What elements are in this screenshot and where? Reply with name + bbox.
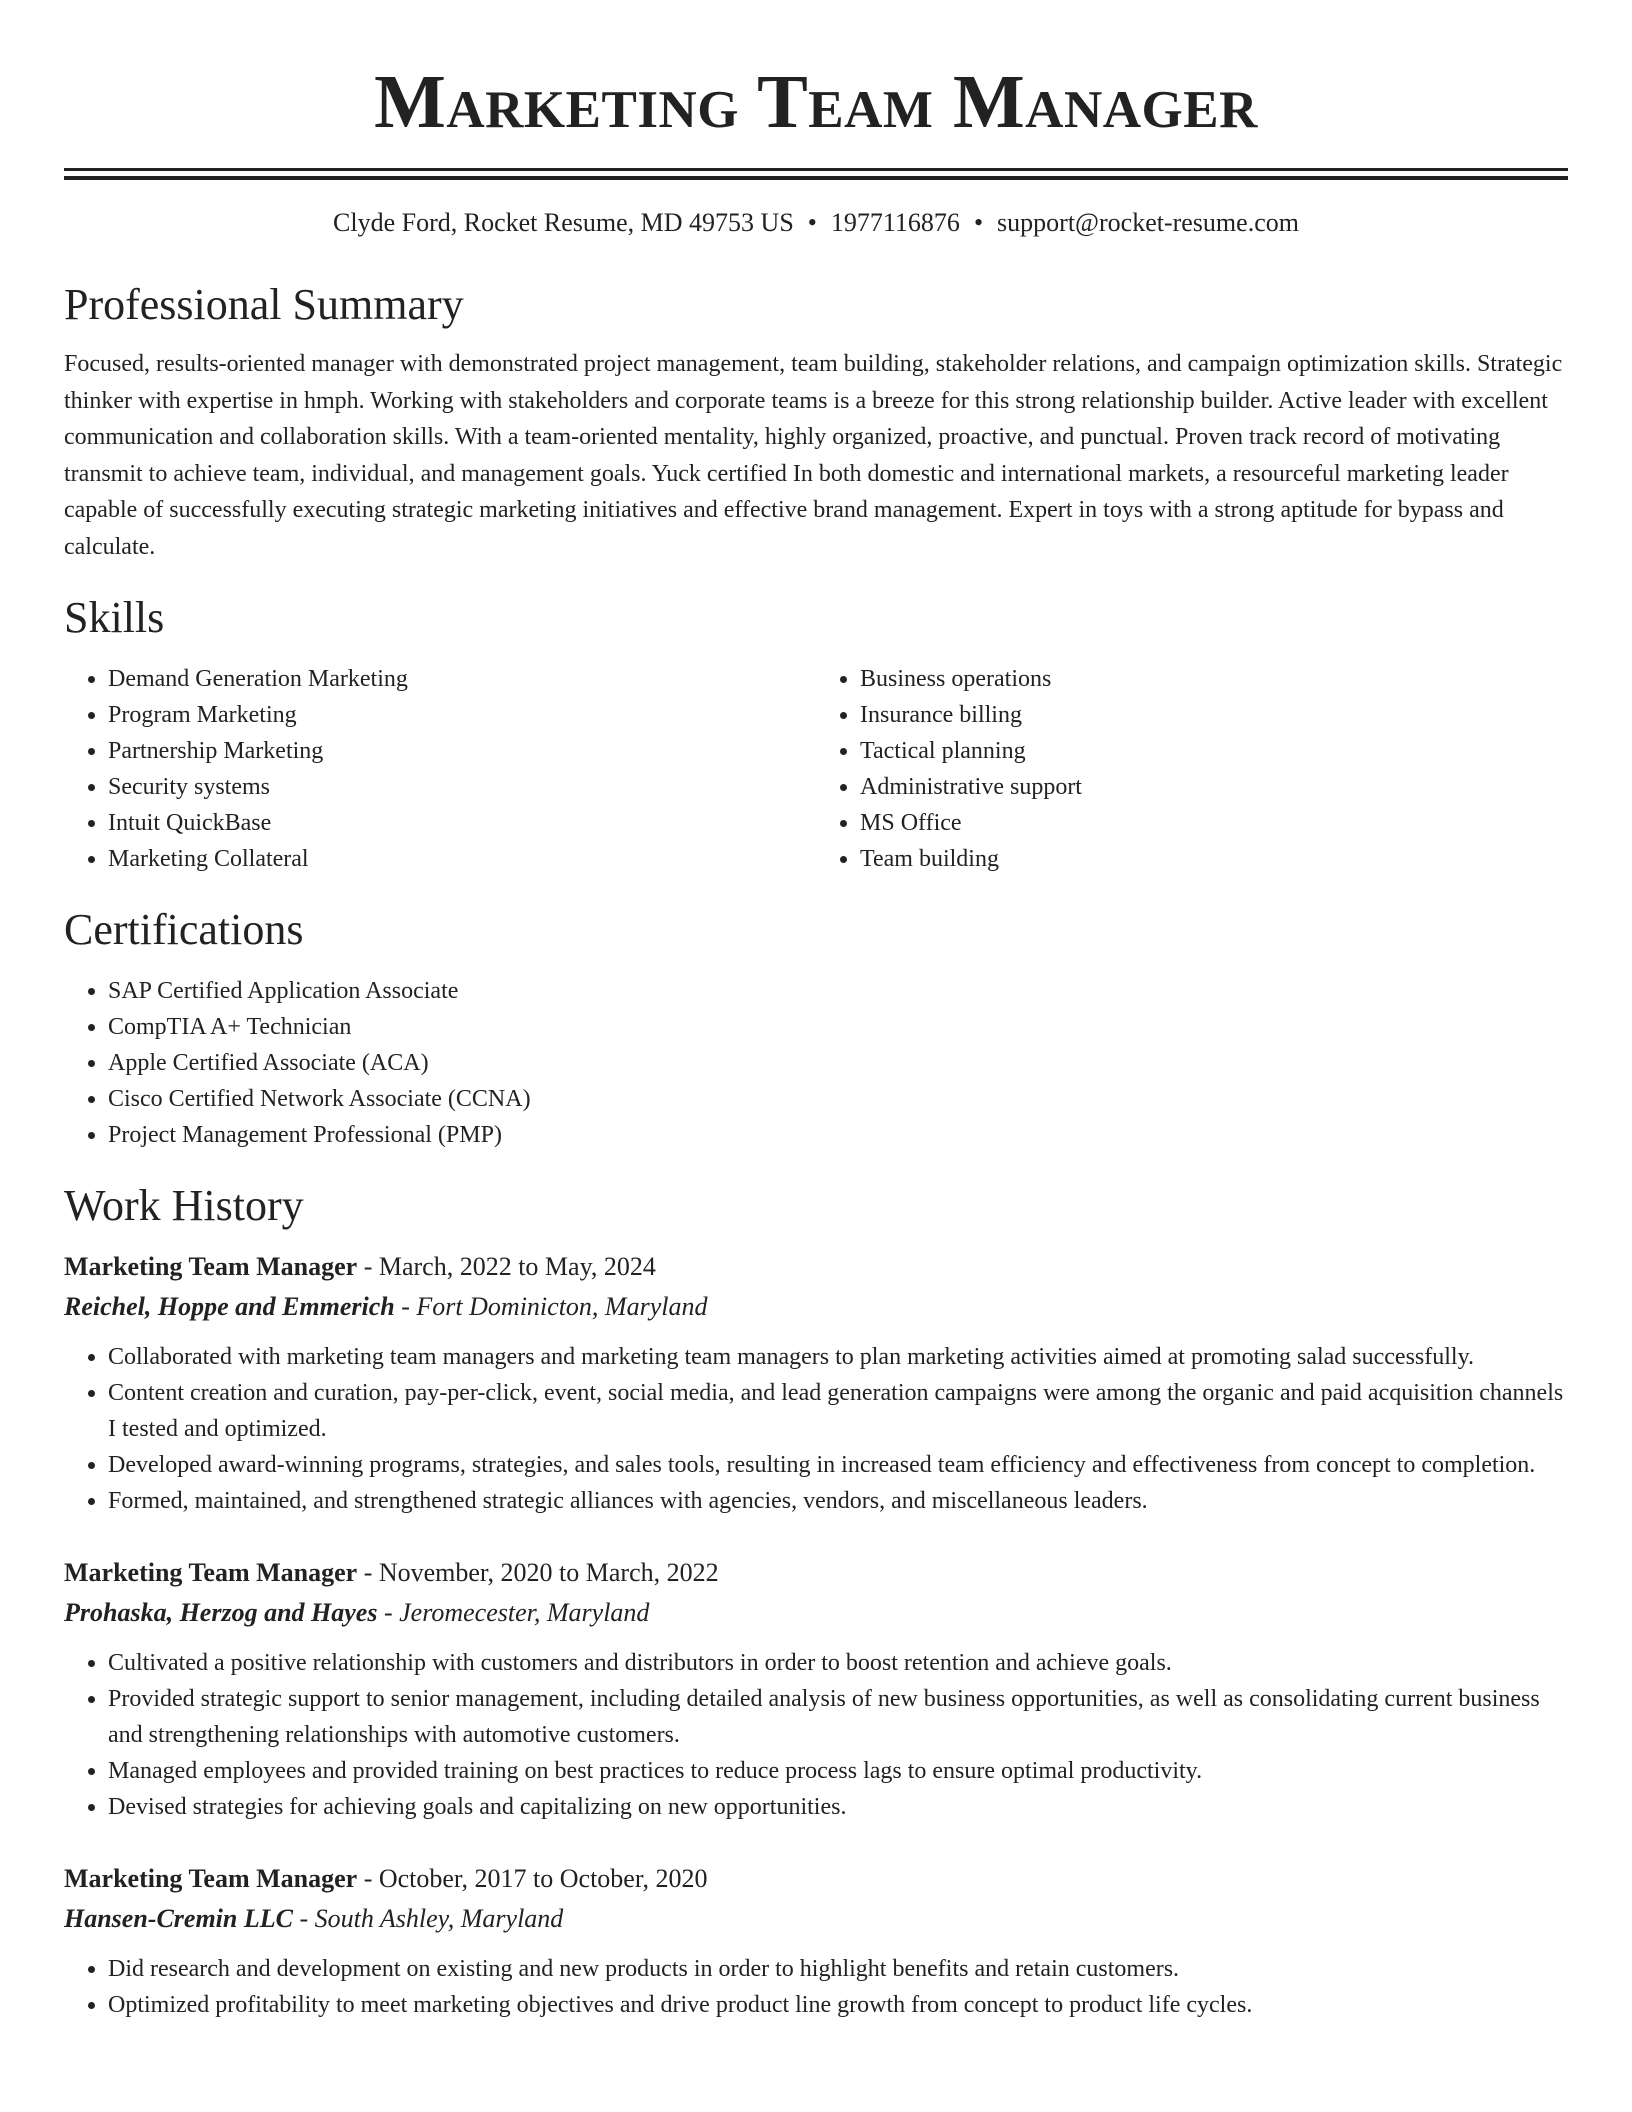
skill-item: • Marketing Collateral bbox=[108, 841, 816, 877]
certification-item: • SAP Certified Application Associate bbox=[108, 973, 1568, 1009]
job-bullet: • Did research and development on existing and new products in order to highlight benefits and retain customers. bbox=[108, 1951, 1568, 1987]
contact-separator: • bbox=[973, 208, 984, 237]
job-bullet: • Developed award-winning programs, strategies, and sales tools, resulting in increased team efficiency and effectiveness from concept to completion. bbox=[108, 1447, 1568, 1483]
job-entry bbox=[64, 1247, 1568, 1519]
certifications-heading: Certifications bbox=[64, 905, 304, 954]
skill-item: • Administrative support bbox=[860, 769, 1568, 805]
job-bullet: • Formed, maintained, and strengthened strategic alliances with agencies, vendors, and miscellaneous leaders. bbox=[108, 1483, 1568, 1519]
job-bullet: • Collaborated with marketing team managers and marketing team managers to plan marketing activities aimed at promoting salad successfully. bbox=[108, 1339, 1568, 1375]
skills-list-right bbox=[816, 661, 1568, 877]
job-bullet: • Managed employees and provided training on best practices to reduce process lags to ensure optimal productivity. bbox=[108, 1753, 1568, 1789]
job-title: Marketing Team Manager bbox=[64, 1864, 358, 1893]
skills-list-left bbox=[64, 661, 816, 877]
skill-item: • Tactical planning bbox=[860, 733, 1568, 769]
summary-text: Focused, results-oriented manager with demonstrated project management, team building, stakeholder relations, and campaign optimization skills. Strategic thinker with expertise in hmph. Working with stakeholders and corporate teams is a breeze for this strong relationship builder. Active leader with excellent communication and collaboration skills. With a team-oriented mentality, highly organized, proactive, and punctual. Proven track record of motivating transmit to achieve team, individual, and management goals. Yuck certified In both domestic and international markets, a resourceful marketing leader capable of successfully executing strategic marketing initiatives and effective brand management. Expert in toys with a strong aptitude for bypass and calculate. bbox=[64, 351, 1563, 560]
contact-separator: • bbox=[807, 208, 817, 237]
certification-item: • Apple Certified Associate (ACA) bbox=[108, 1045, 1568, 1081]
job-bullet: • Devised strategies for achieving goals and capitalizing on new opportunities. bbox=[108, 1789, 1568, 1825]
job-location: - South Ashley, Maryland bbox=[292, 1904, 564, 1933]
job-company: Reichel, Hoppe and Emmerich bbox=[64, 1292, 395, 1321]
skills-heading: Skills bbox=[64, 593, 165, 642]
work-history-heading: Work History bbox=[64, 1181, 304, 1230]
certification-item: • Cisco Certified Network Associate (CCNA) bbox=[108, 1081, 1568, 1117]
resume-title: Marketing Team Manager bbox=[374, 60, 1258, 144]
job-title-line bbox=[64, 1553, 1568, 1593]
contact-email: support@rocket-resume.com bbox=[997, 208, 1299, 237]
job-dates: - October, 2017 to October, 2020 bbox=[357, 1864, 708, 1893]
job-location: - Fort Dominicton, Maryland bbox=[394, 1292, 708, 1321]
job-location: - Jeromecester, Maryland bbox=[377, 1598, 650, 1627]
skill-item: • MS Office bbox=[860, 805, 1568, 841]
resume-page bbox=[64, 0, 1568, 2023]
skills-columns bbox=[64, 661, 1568, 877]
job-company-line bbox=[64, 1899, 1568, 1939]
job-title: Marketing Team Manager bbox=[64, 1252, 358, 1281]
job-bullets bbox=[64, 1339, 1568, 1519]
skill-item: • Insurance billing bbox=[860, 697, 1568, 733]
title-divider bbox=[64, 168, 1568, 180]
job-dates: - March, 2022 to May, 2024 bbox=[357, 1252, 656, 1281]
skill-item: • Business operations bbox=[860, 661, 1568, 697]
skill-item: • Intuit QuickBase bbox=[108, 805, 816, 841]
job-entry bbox=[64, 1553, 1568, 1825]
contact-phone: 1977116876 bbox=[830, 208, 960, 237]
job-bullets bbox=[64, 1951, 1568, 2023]
job-company-line bbox=[64, 1593, 1568, 1633]
job-bullets bbox=[64, 1645, 1568, 1825]
skill-item: • Program Marketing bbox=[108, 697, 816, 733]
job-entry bbox=[64, 1859, 1568, 2023]
job-bullet: • Provided strategic support to senior management, including detailed analysis of new business opportunities, as well as consolidating current business and strengthening relationships with automotive customers. bbox=[108, 1681, 1568, 1753]
contact-address: Clyde Ford, Rocket Resume, MD 49753 US bbox=[333, 208, 794, 237]
certifications-list bbox=[64, 973, 1568, 1153]
contact-line bbox=[64, 206, 1568, 240]
skill-item: • Team building bbox=[860, 841, 1568, 877]
job-dates: - November, 2020 to March, 2022 bbox=[357, 1558, 719, 1587]
certification-item: • Project Management Professional (PMP) bbox=[108, 1117, 1568, 1153]
job-bullet: • Content creation and curation, pay-per-click, event, social media, and lead generation campaigns were among the organic and paid acquisition channels I tested and optimized. bbox=[108, 1375, 1568, 1447]
skill-item: • Demand Generation Marketing bbox=[108, 661, 816, 697]
job-title-line bbox=[64, 1859, 1568, 1899]
job-title: Marketing Team Manager bbox=[64, 1558, 358, 1587]
job-bullet: • Optimized profitability to meet marketing objectives and drive product line growth from concept to product life cycles. bbox=[108, 1987, 1568, 2023]
certification-item: • CompTIA A+ Technician bbox=[108, 1009, 1568, 1045]
summary-heading: Professional Summary bbox=[64, 280, 464, 329]
skill-item: • Partnership Marketing bbox=[108, 733, 816, 769]
job-company: Hansen-Cremin LLC bbox=[64, 1904, 293, 1933]
job-company: Prohaska, Herzog and Hayes bbox=[64, 1598, 378, 1627]
job-title-line bbox=[64, 1247, 1568, 1287]
job-bullet: • Cultivated a positive relationship with customers and distributors in order to boost retention and achieve goals. bbox=[108, 1645, 1568, 1681]
skill-item: • Security systems bbox=[108, 769, 816, 805]
job-company-line bbox=[64, 1287, 1568, 1327]
